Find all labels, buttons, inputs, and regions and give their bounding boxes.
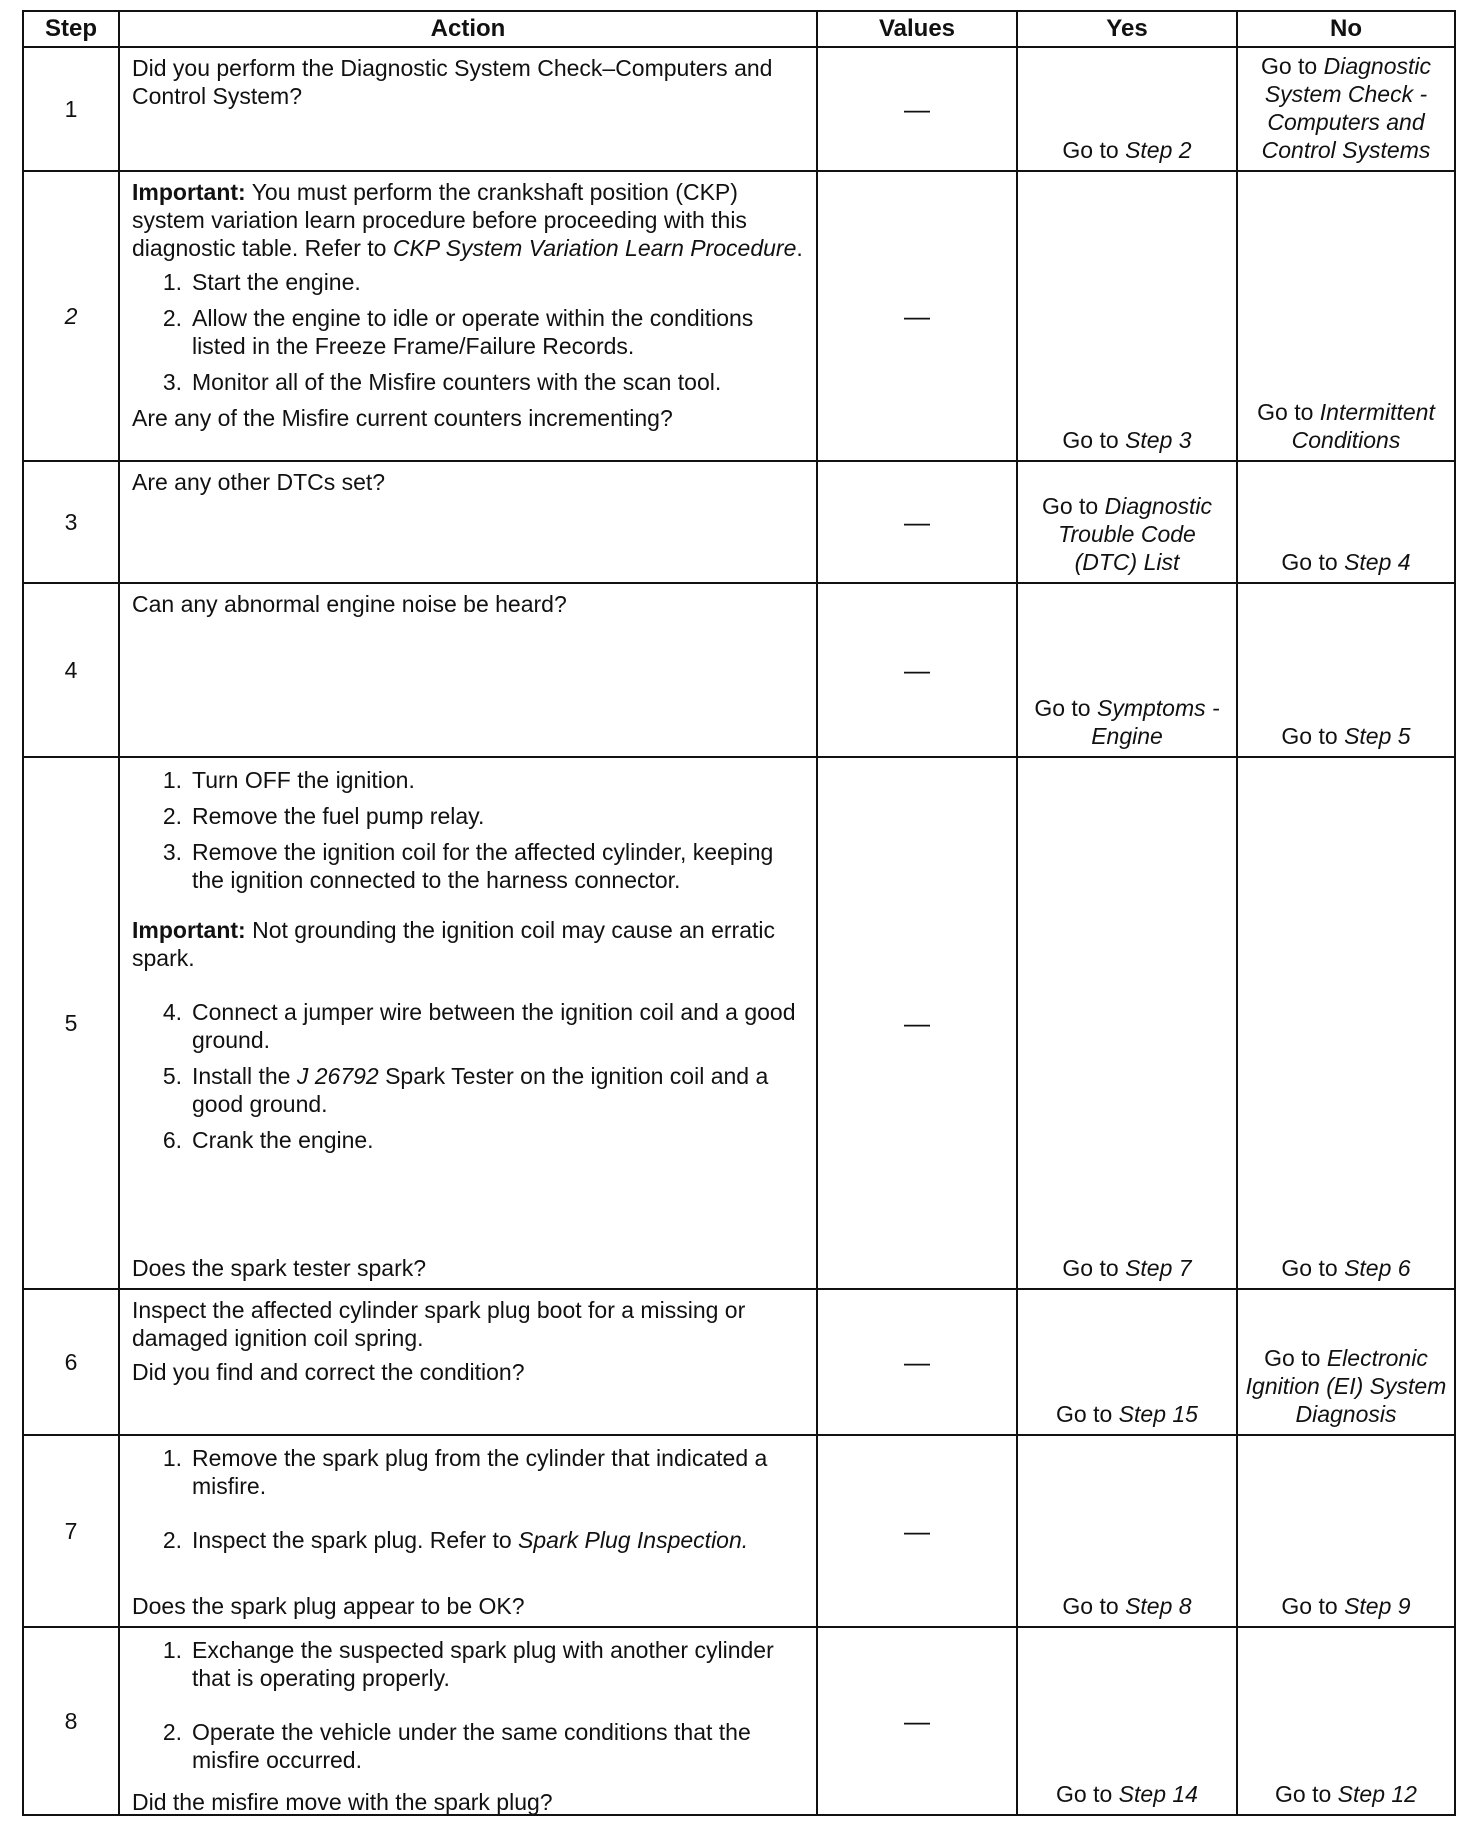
item-number: 5. bbox=[162, 1063, 182, 1089]
question-text: Does the spark plug appear to be OK? bbox=[132, 1593, 525, 1619]
step-number: 6 bbox=[23, 1289, 119, 1435]
procedure-list-continued bbox=[132, 998, 808, 1162]
yes-link[interactable]: Step 15 bbox=[1118, 1401, 1198, 1427]
item-text: Remove the ignition coil for the affected cylinder, keeping the ignition connected to the harness connector. bbox=[192, 839, 774, 893]
step-number: 1 bbox=[23, 47, 119, 171]
no-link[interactable]: Intermittent Conditions bbox=[1291, 399, 1435, 453]
go-to-label: Go to bbox=[1281, 723, 1338, 749]
go-to-label: Go to bbox=[1281, 1255, 1338, 1281]
item-text: Crank the engine. bbox=[192, 1127, 374, 1153]
yes-link[interactable]: Step 2 bbox=[1125, 137, 1192, 163]
list-item bbox=[132, 304, 808, 360]
no-cell bbox=[1237, 47, 1455, 171]
header-values: Values bbox=[817, 11, 1017, 47]
go-to-label: Go to bbox=[1264, 1345, 1321, 1371]
action-cell bbox=[119, 47, 817, 171]
header-row bbox=[23, 11, 1455, 47]
step-number: 8 bbox=[23, 1627, 119, 1815]
list-item bbox=[132, 1444, 808, 1500]
item-text: Remove the fuel pump relay. bbox=[192, 803, 485, 829]
header-action: Action bbox=[119, 11, 817, 47]
values-cell: — bbox=[817, 1289, 1017, 1435]
procedure-list bbox=[132, 268, 808, 396]
table-row-step-3 bbox=[23, 461, 1455, 583]
list-item bbox=[132, 268, 808, 296]
reference-link[interactable]: Spark Plug Inspection. bbox=[518, 1527, 749, 1553]
item-number: 1. bbox=[162, 1637, 182, 1663]
item-number: 2. bbox=[162, 1527, 182, 1553]
item-text-pre: Install the bbox=[192, 1063, 291, 1089]
instruction-text: Inspect the affected cylinder spark plug boot for a missing or damaged ignition coil spring. bbox=[132, 1297, 746, 1351]
values-cell: — bbox=[817, 171, 1017, 461]
no-cell bbox=[1237, 1627, 1455, 1815]
tool-reference: J 26792 bbox=[296, 1063, 379, 1089]
no-cell bbox=[1237, 1289, 1455, 1435]
step-number: 7 bbox=[23, 1435, 119, 1627]
go-to-label: Go to bbox=[1257, 399, 1314, 425]
question-text: Did you find and correct the condition? bbox=[132, 1359, 525, 1385]
item-text: Exchange the suspected spark plug with another cylinder that is operating properly. bbox=[192, 1637, 774, 1691]
action-cell bbox=[119, 171, 817, 461]
item-text: Monitor all of the Misfire counters with the scan tool. bbox=[192, 369, 722, 395]
go-to-label: Go to bbox=[1062, 1255, 1119, 1281]
list-item bbox=[132, 1526, 808, 1554]
item-text: Turn OFF the ignition. bbox=[192, 767, 415, 793]
important-label: Important: bbox=[132, 917, 246, 943]
table-row-step-6 bbox=[23, 1289, 1455, 1435]
list-item bbox=[132, 766, 808, 794]
yes-cell bbox=[1017, 583, 1237, 757]
list-item bbox=[132, 368, 808, 396]
item-number: 2. bbox=[162, 1719, 182, 1745]
go-to-label: Go to bbox=[1062, 137, 1119, 163]
item-text-post: Spark Tester on the ignition coil and a good ground. bbox=[192, 1063, 769, 1117]
question-text: Are any of the Misfire current counters incrementing? bbox=[132, 405, 673, 431]
go-to-label: Go to bbox=[1056, 1401, 1113, 1427]
no-link[interactable]: Electronic Ignition (EI) System Diagnosis bbox=[1245, 1345, 1447, 1427]
step-number: 2 bbox=[23, 171, 119, 461]
action-cell bbox=[119, 1627, 817, 1815]
action-cell bbox=[119, 1435, 817, 1627]
question-text: Does the spark tester spark? bbox=[132, 1255, 427, 1281]
yes-link[interactable]: Symptoms - Engine bbox=[1091, 695, 1220, 749]
item-number: 3. bbox=[162, 369, 182, 395]
yes-cell bbox=[1017, 757, 1237, 1289]
no-link[interactable]: Step 12 bbox=[1337, 1781, 1417, 1807]
no-link[interactable]: Step 6 bbox=[1344, 1255, 1411, 1281]
values-cell: — bbox=[817, 1435, 1017, 1627]
header-yes: Yes bbox=[1017, 11, 1237, 47]
important-note bbox=[132, 916, 808, 972]
list-item bbox=[132, 802, 808, 830]
values-cell: — bbox=[817, 757, 1017, 1289]
procedure-list bbox=[132, 766, 808, 902]
item-text: Connect a jumper wire between the ignition coil and a good ground. bbox=[192, 999, 796, 1053]
table-row-step-7 bbox=[23, 1435, 1455, 1627]
yes-link[interactable]: Step 7 bbox=[1125, 1255, 1192, 1281]
yes-link[interactable]: Diagnostic Trouble Code (DTC) List bbox=[1058, 493, 1213, 575]
values-cell: — bbox=[817, 47, 1017, 171]
important-end: . bbox=[796, 235, 803, 261]
reference-link[interactable]: CKP System Variation Learn Procedure bbox=[392, 235, 797, 261]
item-text-pre: Inspect the spark plug. Refer to bbox=[192, 1527, 512, 1553]
no-cell bbox=[1237, 757, 1455, 1289]
diagnostic-table-page bbox=[22, 10, 1454, 1816]
step-number: 3 bbox=[23, 461, 119, 583]
table-row-step-1 bbox=[23, 47, 1455, 171]
header-step: Step bbox=[23, 11, 119, 47]
go-to-label: Go to bbox=[1056, 1781, 1113, 1807]
diagnostic-table bbox=[22, 10, 1456, 1816]
go-to-label: Go to bbox=[1034, 695, 1091, 721]
no-link[interactable]: Diagnostic System Check - Computers and Control Systems bbox=[1261, 53, 1432, 163]
procedure-list bbox=[132, 1636, 808, 1782]
no-cell bbox=[1237, 1435, 1455, 1627]
table-row-step-5 bbox=[23, 757, 1455, 1289]
important-label: Important: bbox=[132, 179, 246, 205]
item-text: Remove the spark plug from the cylinder that indicated a misfire. bbox=[192, 1445, 768, 1499]
item-text: Operate the vehicle under the same conditions that the misfire occurred. bbox=[192, 1719, 751, 1773]
item-number: 6. bbox=[162, 1127, 182, 1153]
yes-link[interactable]: Step 3 bbox=[1125, 427, 1192, 453]
item-number: 1. bbox=[162, 767, 182, 793]
important-text: You must perform the crankshaft position (CKP) system variation learn procedure before proceeding with this diagnostic table. Refer to bbox=[132, 179, 747, 261]
item-number: 1. bbox=[162, 269, 182, 295]
yes-cell bbox=[1017, 47, 1237, 171]
header-no: No bbox=[1237, 11, 1455, 47]
step-number: 4 bbox=[23, 583, 119, 757]
list-item bbox=[132, 1062, 808, 1118]
yes-cell bbox=[1017, 171, 1237, 461]
values-cell: — bbox=[817, 583, 1017, 757]
no-link[interactable]: Step 5 bbox=[1344, 723, 1411, 749]
action-cell bbox=[119, 1289, 817, 1435]
item-text: Start the engine. bbox=[192, 269, 361, 295]
list-item bbox=[132, 1126, 808, 1154]
table-row-step-2 bbox=[23, 171, 1455, 461]
go-to-label: Go to bbox=[1260, 53, 1318, 79]
values-cell: — bbox=[817, 1627, 1017, 1815]
go-to-label: Go to bbox=[1062, 1593, 1119, 1619]
question-text: Can any abnormal engine noise be heard? bbox=[132, 591, 567, 617]
yes-cell bbox=[1017, 1289, 1237, 1435]
item-number: 2. bbox=[162, 803, 182, 829]
question-text: Are any other DTCs set? bbox=[132, 469, 386, 495]
yes-link[interactable]: Step 14 bbox=[1118, 1781, 1198, 1807]
values-cell: — bbox=[817, 461, 1017, 583]
list-item bbox=[132, 1636, 808, 1692]
list-item bbox=[132, 838, 808, 894]
action-cell bbox=[119, 757, 817, 1289]
important-text: Not grounding the ignition coil may cause an erratic spark. bbox=[132, 917, 776, 971]
action-cell bbox=[119, 583, 817, 757]
yes-cell bbox=[1017, 1627, 1237, 1815]
item-number: 1. bbox=[162, 1445, 182, 1471]
yes-cell bbox=[1017, 1435, 1237, 1627]
procedure-list bbox=[132, 1444, 808, 1562]
item-number: 2. bbox=[162, 305, 182, 331]
item-text bbox=[192, 1526, 808, 1554]
step-number: 5 bbox=[23, 757, 119, 1289]
question-text: Did you perform the Diagnostic System Check–Computers and Control System? bbox=[132, 55, 773, 109]
yes-link[interactable]: Step 8 bbox=[1125, 1593, 1192, 1619]
question-text: Did the misfire move with the spark plug? bbox=[132, 1789, 553, 1815]
go-to-label: Go to bbox=[1041, 493, 1099, 519]
go-to-label: Go to bbox=[1062, 427, 1119, 453]
go-to-label: Go to bbox=[1281, 549, 1338, 575]
item-number: 4. bbox=[162, 999, 182, 1025]
list-item bbox=[132, 1718, 808, 1774]
list-item bbox=[132, 998, 808, 1054]
no-cell bbox=[1237, 171, 1455, 461]
go-to-label: Go to bbox=[1275, 1781, 1332, 1807]
important-note bbox=[132, 178, 808, 262]
item-text bbox=[192, 1062, 808, 1118]
item-text: Allow the engine to idle or operate within the conditions listed in the Freeze Frame/Failure Records. bbox=[192, 305, 754, 359]
table-row-step-8 bbox=[23, 1627, 1455, 1815]
item-number: 3. bbox=[162, 839, 182, 865]
action-cell bbox=[119, 461, 817, 583]
go-to-label: Go to bbox=[1281, 1593, 1338, 1619]
no-cell bbox=[1237, 583, 1455, 757]
no-cell bbox=[1237, 461, 1455, 583]
table-row-step-4 bbox=[23, 583, 1455, 757]
no-link[interactable]: Step 9 bbox=[1344, 1593, 1411, 1619]
yes-cell bbox=[1017, 461, 1237, 583]
no-link[interactable]: Step 4 bbox=[1344, 549, 1411, 575]
